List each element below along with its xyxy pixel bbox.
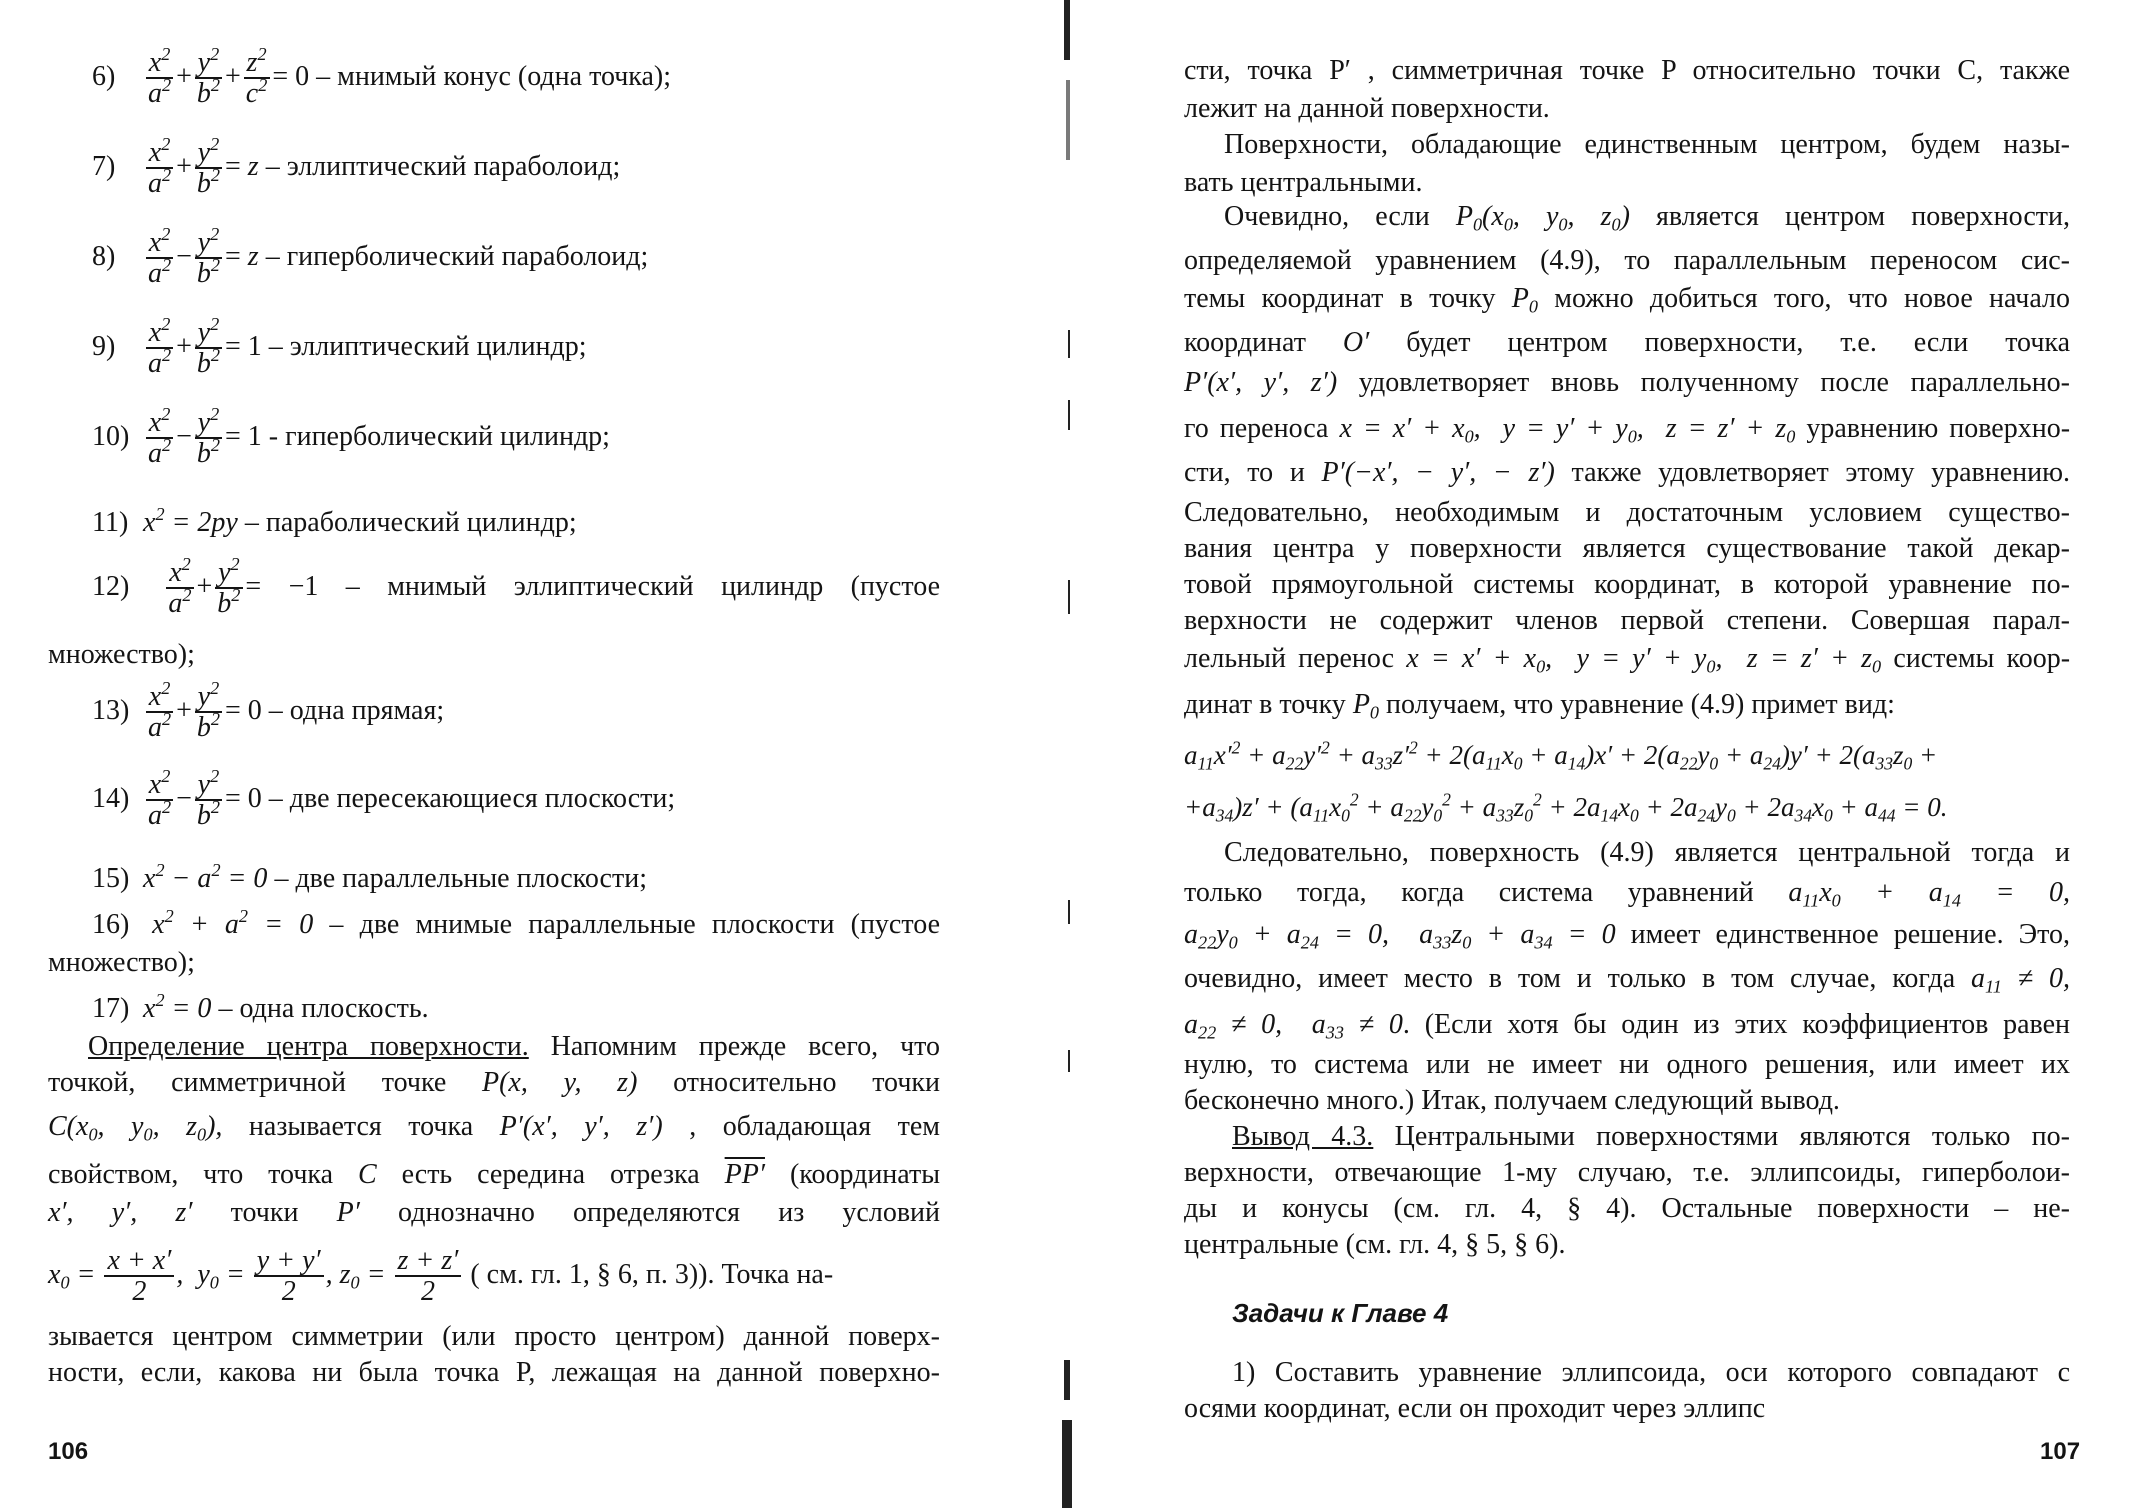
definition-line-3 [48,1110,940,1144]
formula: $P_0$ [1352,689,1380,723]
item-16-continuation: множество); [48,947,195,978]
item-17 [92,992,429,1026]
formula: x′, y′, z′ [48,1197,193,1228]
scan-speck [1068,400,1070,430]
text-line: вания центра у поверхности является существование такой декар- [1184,533,2070,564]
formula: $\frac{x^2}{a^2}$ − $\frac{y^2}{b^2}$ = z [143,241,259,272]
text-line [1184,918,2070,952]
item-number: 13) [92,694,130,726]
problem-line: 1) Составить уравнение эллипсоида, оси которого совпадают с [1232,1357,2070,1388]
text: можно добиться того, что новое начало [1554,283,2071,314]
formula: P′(x′, y′, z′) [1184,367,1338,398]
text: темы координат в точку [1184,283,1496,314]
text-line: Поверхности, обладающие единственным центром, будем назы- [1224,129,2070,160]
text: Центральными поверхностями являются только по- [1394,1121,2070,1152]
text: динат в точку [1184,689,1346,720]
text-line: Следовательно, поверхность (4.9) является центральной тогда и [1224,837,2070,868]
text: системы коор- [1893,643,2071,674]
item-text: – параболический цилиндр; [244,507,577,538]
scan-speck [1064,1360,1070,1400]
formula: $\frac{x^2}{a^2}$ − $\frac{y^2}{b^2}$ = 1 [143,421,262,452]
text: сти, то и [1184,457,1305,488]
scan-speck [1064,0,1070,60]
text-line [1224,200,2070,234]
text: называется точка [248,1111,474,1142]
text: точкой, симметричной точке [48,1067,447,1098]
definition-line-5 [48,1196,940,1230]
item-text: – эллиптический цилиндр; [268,330,587,362]
formula: $\frac{x^2}{a^2}$ + $\frac{y^2}{b^2}$ = −1 [163,571,318,602]
formula: $\frac{x^2}{a^2}$ − $\frac{y^2}{b^2}$ = 0 [143,783,262,814]
formula: $a_{11} \ne 0$, [1971,963,2071,997]
text-line [1184,962,2070,996]
text: свойством, что точка [48,1159,334,1190]
text-line: сти, точка P′ , симметричная точке P относительно точки C, также [1184,55,2070,86]
conclusion-title: Вывод 4.3. [1232,1121,1374,1152]
text-line [1184,282,2070,316]
right-page [1080,0,2155,1508]
problems-heading: Задачи к Главе 4 [1232,1298,1449,1328]
formula: $x^2 - a^2 = 0$ [143,860,268,894]
item-text: – мнимый эллиптический цилиндр (пустое [345,570,940,602]
item-text: – две мнимые параллельные плоскости (пустое [329,909,940,940]
text: удовлетворяет вновь полученному после параллельно- [1358,367,2070,398]
text: координат [1184,327,1306,358]
text-line [1184,642,2070,676]
formula: $\frac{x^2}{a^2}$ + $\frac{y^2}{b^2}$ = z [143,151,259,182]
item-11 [92,506,577,540]
item-text: – две параллельные плоскости; [274,863,647,894]
item-text: – две пересекающиеся плоскости; [268,782,676,814]
item-number: 16) [92,909,130,940]
formula: $\frac{x^2}{a^2}$ + $\frac{y^2}{b^2}$ + $\frac{z^2}{c^2}$ = 0 [143,61,309,92]
item-text: – гиперболический параболоид; [265,240,649,272]
item-12 [92,554,940,620]
text: Напомним прежде всего, что [550,1031,941,1062]
text-line: Следовательно, необходимым и достаточным условием существо- [1184,497,2070,528]
item-number: 15) [92,863,130,894]
formula: $a_{22} \ne 0$, $a_{33} \ne 0$ [1184,1009,1403,1043]
definition-line-2 [48,1066,940,1100]
equation-line-1: $a_{11}x'^2 + a_{22}y'^2 + a_{33}z'^2 + 2(a_{11}x_0 + a_{14})x' + 2(a_{22}y_0 + a_{24})y' + 2(a_{33}z_0$ + [1184,737,1938,774]
definition-title: Определение центра поверхности. [88,1031,529,1062]
binding-gutter [1060,0,1080,1508]
text-line [1184,876,2070,910]
item-text: – одна плоскость. [218,993,429,1024]
text: получаем, что уравнение (4.9) примет вид: [1386,689,1895,720]
page-number-left: 106 [48,1438,89,1465]
scan-speck [1068,580,1070,614]
text: го переноса [1184,413,1329,444]
formula: $x_0$ = $\frac{x + x'}{2}$ , $y_0$ = $\frac{y + y'}{2}$ , $z_0$ = $\frac{z + z'}{2}$ [48,1259,463,1290]
text-line [1184,688,1895,722]
left-page [0,0,1060,1508]
item-text: – одна прямая; [268,694,445,726]
definition-line-4 [48,1158,940,1192]
text: (координаты [789,1159,941,1190]
formula: $x^2 + a^2 = 0$ [152,906,314,940]
item-text: – эллиптический параболоид; [265,150,621,182]
formula: $a_{11}x_0 + a_{14} = 0$, [1788,877,2070,911]
scan-speck [1068,330,1070,358]
item-8 [92,224,649,290]
text-line: верхности не содержит членов первой степени. Совершая парал- [1184,605,2070,636]
item-16 [92,908,940,942]
item-number: 17) [92,993,130,1024]
item-number: 12) [92,570,130,602]
item-14 [92,766,676,832]
text: является центром поверхности, [1656,201,2071,232]
item-number: 7) [92,150,116,182]
formula: $a_{22}y_0 + a_{24} = 0$, $a_{33}z_0 + a_{34} = 0$ [1184,919,1616,953]
formula: C [357,1159,377,1190]
item-9 [92,314,587,380]
text-line: ды и конусы (см. гл. 4, § 4). Остальные поверхности – не- [1184,1193,2070,1224]
text-line [1184,366,2070,400]
text-line: бесконечно много.) Итак, получаем следующий вывод. [1184,1085,1840,1116]
definition-line-8: ности, если, какова ни была точка P, лежащая на данной поверхно- [48,1357,940,1388]
text: Очевидно, если [1224,201,1430,232]
formula: $x = x' + x_0$, $y = y' + y_0$, $z = z' + z_0$ [1406,643,1882,677]
text: ( см. гл. 1, § 6, п. 3)). Точка на- [470,1258,834,1290]
scan-speck [1066,80,1070,160]
problem-line: осями координат, если он проходит через эллипс [1184,1393,1766,1424]
scan-speck [1068,1050,1070,1072]
formula: $P_0(x_0$, $y_0$, $z_0$) [1455,201,1630,235]
text: лельный перенос [1184,643,1395,674]
text-line: центральные (см. гл. 4, § 5, § 6). [1184,1229,1566,1260]
formula: O′ [1342,327,1370,358]
formula: $\frac{x^2}{a^2}$ + $\frac{y^2}{b^2}$ = 1 [143,331,262,362]
text: точки [230,1197,299,1228]
item-number: 10) [92,420,130,452]
text: будет центром поверхности, т.е. если точка [1406,327,2071,358]
item-number: 9) [92,330,116,362]
text-line: нулю, то система или не имеет ни одного решения, или имеет их [1184,1049,2070,1080]
text-line [1184,326,2070,360]
text: , обладающая тем [689,1111,940,1142]
conclusion-line [1232,1120,2070,1154]
equation-line-2: $+a_{34})z' + (a_{11}x_0^2 + a_{22}y_0^2 + a_{33}z_0^2 + 2a_{14}x_0 + 2a_{24}y_0 + 2a_{34}x_0 + a_{44} = 0$. [1184,789,1948,826]
text: относительно точки [673,1067,941,1098]
formula: $x = x' + x_0$, $y = y' + y_0$, $z = z' + z_0$ [1339,413,1796,447]
item-6 [92,44,672,110]
formula: P(x, y, z) [482,1067,638,1098]
item-13 [92,678,445,744]
scan-speck [1062,1420,1072,1508]
formula: P′(x′, y′, z′) [499,1111,663,1142]
page-number-right: 107 [2040,1438,2081,1465]
text-line [1184,1008,2070,1042]
item-text: - гиперболический цилиндр; [268,420,610,452]
item-text: – мнимый конус (одна точка); [316,60,672,92]
formula: $C(x_0$, $y_0$, $z_0$), [48,1111,223,1145]
text-line [1184,456,2070,490]
definition-line-1 [88,1030,940,1064]
text-line [1184,412,2070,446]
formula: PP′ [724,1159,765,1190]
text: также удовлетворяет этому уравнению. [1571,457,2071,488]
definition-line-6 [48,1246,940,1307]
item-12-continuation: множество); [48,639,195,670]
formula: P′ [336,1197,360,1228]
text: . (Если хотя бы один из этих коэффициентов равен [1402,1009,2070,1040]
formula: $\frac{x^2}{a^2}$ + $\frac{y^2}{b^2}$ = 0 [143,695,262,726]
item-15 [92,862,647,896]
text: уравнению поверхно- [1806,413,2071,444]
text: однозначно определяются из условий [398,1197,941,1228]
formula: $x^2 = 0$ [143,990,212,1024]
text: есть середина отрезка [401,1159,700,1190]
text-line: определяемой уравнением (4.9), то параллельным переносом сис- [1184,245,2070,276]
text-line: вать центральными. [1184,167,1423,198]
text: имеет единственное решение. Это, [1630,919,2070,950]
item-number: 8) [92,240,116,272]
formula: P′(−x′, − y′, − z′) [1321,457,1555,488]
formula: $x^2 = 2py$ [143,504,238,538]
item-number: 11) [92,507,129,538]
text-line: товой прямоугольной системы координат, в которой уравнение по- [1184,569,2070,600]
text-line: верхности, отвечающие 1-му случаю, т.е. эллипсоиды, гиперболои- [1184,1157,2070,1188]
item-number: 14) [92,782,130,814]
formula: $P_0$ [1511,283,1538,317]
item-10 [92,404,610,470]
text: только тогда, когда система уравнений [1184,877,1754,908]
scan-speck [1068,900,1070,924]
item-7 [92,134,621,200]
text: очевидно, имеет место в том и только в том случае, когда [1184,963,1956,994]
text-line: лежит на данной поверхности. [1184,93,1550,124]
definition-line-7: зывается центром симметрии (или просто центром) данной поверх- [48,1321,940,1352]
item-number: 6) [92,60,116,92]
